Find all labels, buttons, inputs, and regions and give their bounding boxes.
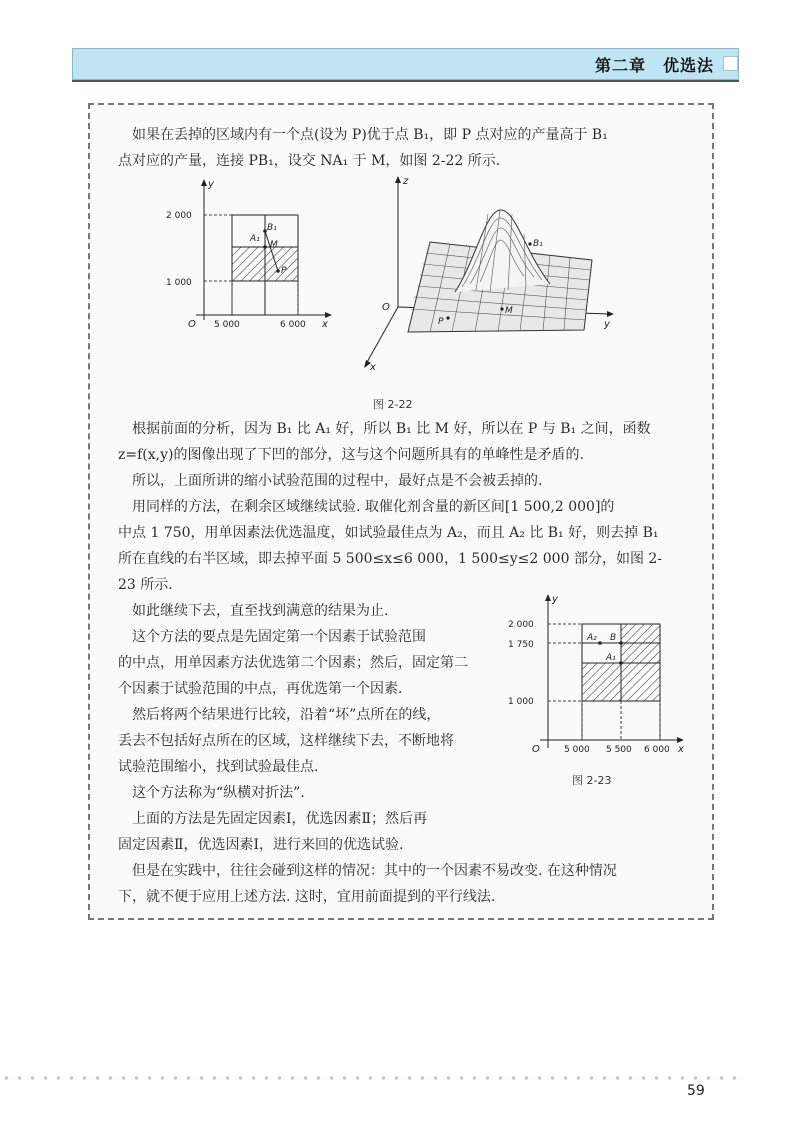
y-axis-label: y	[208, 179, 214, 190]
figure-2-23	[500, 590, 700, 760]
x-tick-6000: 6 000	[644, 745, 670, 755]
point-label-A2: A₂	[587, 633, 597, 643]
text-line: 23 所示.	[118, 577, 173, 593]
origin-label: O	[188, 319, 196, 330]
text-line: 的中点，用单因素方法优选第二个因素；然后，固定第二	[118, 655, 468, 671]
x-axis-3d	[366, 307, 398, 364]
y-tick-1000: 1 000	[166, 278, 192, 288]
y-axis-label: y	[552, 594, 558, 605]
text-line: 中点 1 750，用单因素法优选温度，如试验最佳点为 A₂，而且 A₂ 比 B₁ 好，则去掉 B₁	[118, 525, 659, 541]
text-line: 丢去不包括好点所在的区域，这样继续下去，不断地将	[118, 733, 454, 749]
point-label-M: M	[270, 240, 278, 250]
y-tick-1750: 1 750	[508, 640, 534, 650]
x-axis-label: x	[678, 744, 684, 755]
y-axis-label-3d: y	[604, 319, 610, 330]
point-label-B1-3d: B₁	[533, 239, 543, 249]
point-label-B: B	[610, 633, 617, 643]
y-tick-2000: 2 000	[166, 211, 192, 221]
x-axis-label-3d: x	[370, 362, 376, 372]
point-label-A1: A₁	[606, 653, 616, 663]
text-line: 如果在丢掉的区域内有一个点(设为 P)优于点 B₁，即 P 点对应的产量高于 B₁	[118, 127, 608, 143]
point-label-P: P	[281, 266, 287, 276]
text-line: 如此继续下去，直至找到满意的结果为止.	[118, 603, 389, 619]
x-tick-6000: 6 000	[280, 320, 306, 330]
figure-caption-2-23: 图 2-23	[572, 774, 612, 787]
x-axis-label: x	[322, 319, 328, 330]
text-line: 上面的方法是先固定因素Ⅰ，优选因素Ⅱ；然后再	[118, 811, 428, 827]
text-line: 这个方法称为“纵横对折法”.	[118, 785, 305, 801]
figure-2-22-left	[160, 175, 340, 335]
text-line: 然后将两个结果进行比较，沿着“坏”点所在的线，	[118, 707, 441, 723]
text-line: z=f(x,y)的图像出现了下凹的部分，这与这个问题所具有的单峰性是矛盾的.	[118, 447, 584, 463]
text-line: 点对应的产量，连接 PB₁，设交 NA₁ 于 M，如图 2-22 所示.	[118, 153, 501, 169]
header-rule	[72, 80, 739, 82]
header-square-icon	[723, 56, 738, 71]
point-label-A1: A₁	[250, 234, 260, 244]
x-tick-5500: 5 500	[606, 745, 632, 755]
y-tick-2000: 2 000	[508, 620, 534, 630]
text-line: 但是在实践中，往往会碰到这样的情况：其中的一个因素不易改变. 在这种情况	[118, 863, 617, 879]
point-label-M-3d: M	[505, 306, 513, 316]
text-line: 个因素于试验范围的中点，再优选第一个因素.	[118, 681, 403, 697]
text-line: 用同样的方法，在剩余区域继续试验. 取催化剂含量的新区间[1 500,2 000]的	[118, 499, 615, 515]
y-tick-1000: 1 000	[508, 697, 534, 707]
chapter-title: 第二章 优选法	[594, 56, 714, 75]
figure-2-22-right	[360, 172, 620, 372]
x-tick-5000: 5 000	[214, 320, 240, 330]
text-line: 所在直线的右半区域，即去掉平面 5 500≤x≤6 000，1 500≤y≤2 000 部分，如图 2-	[118, 551, 663, 567]
text-line: 固定因素Ⅱ，优选因素Ⅰ，进行来回的优选试验.	[118, 837, 404, 853]
point-label-B1: B₁	[267, 223, 277, 233]
figure-caption-2-22: 图 2-22	[373, 398, 413, 411]
footer-dotted-rule	[0, 1075, 745, 1081]
text-line: 试验范围缩小，找到试验最佳点.	[118, 759, 319, 775]
origin-label-3d: O	[382, 302, 390, 313]
x-tick-5000: 5 000	[564, 745, 590, 755]
page-number: 59	[687, 1083, 705, 1099]
point-label-P-3d: P	[438, 317, 444, 327]
origin-label: O	[532, 744, 540, 755]
text-line: 根据前面的分析，因为 B₁ 比 A₁ 好，所以 B₁ 比 M 好，所以在 P 与 B₁ 之间，函数	[118, 421, 651, 437]
text-line: 所以，上面所讲的缩小试验范围的过程中，最好点是不会被丢掉的.	[118, 473, 543, 489]
text-line: 这个方法的要点是先固定第一个因素于试验范围	[118, 629, 426, 645]
text-line: 下，就不便于应用上述方法. 这时，宜用前面提到的平行线法.	[118, 889, 496, 905]
z-axis-label: z	[403, 176, 409, 187]
